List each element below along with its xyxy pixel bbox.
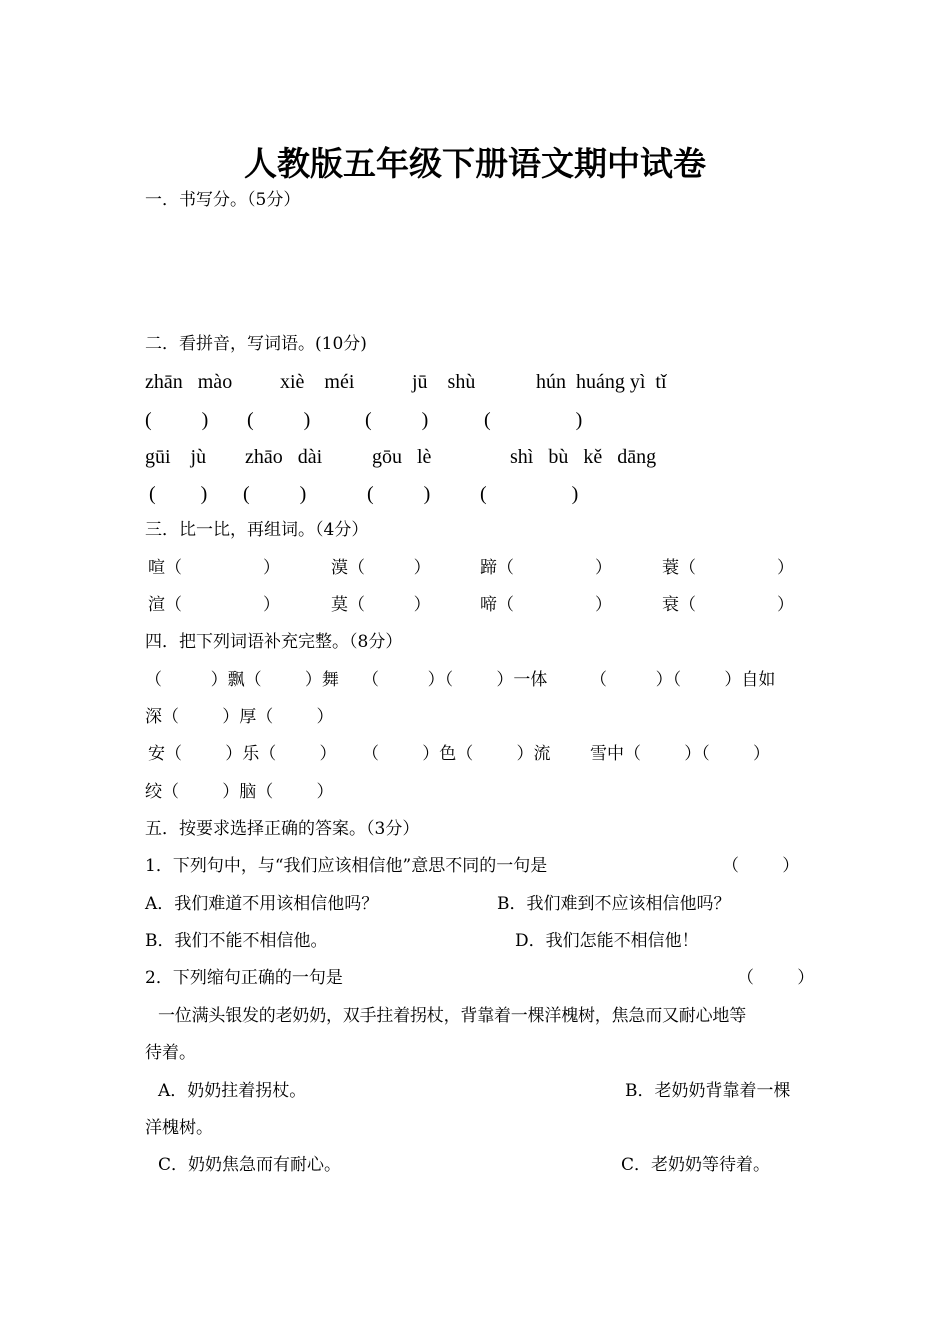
pinyin-7: gōu lè bbox=[372, 446, 432, 468]
option-b: B．我们难到不应该相信他吗？ bbox=[497, 894, 731, 914]
compare-item: 啼（ ） bbox=[480, 595, 613, 615]
question-1: 1．下列句中，与“我们应该相信他”意思不同的一句是 bbox=[145, 856, 548, 876]
pinyin-2: xiè méi bbox=[280, 371, 355, 393]
compare-item: 漠（ ） bbox=[331, 558, 431, 578]
option-c: C．奶奶焦急而有耐心。 bbox=[158, 1155, 342, 1175]
option-b-cont: 洋槐树。 bbox=[145, 1118, 213, 1138]
compare-item: 衰（ ） bbox=[662, 595, 795, 615]
idiom-item: （ ）飘（ ）舞 bbox=[145, 670, 339, 690]
option-b: B．老奶奶背靠着一棵 bbox=[625, 1081, 791, 1101]
compare-item: 蓑（ ） bbox=[662, 558, 795, 578]
answer-bracket: ( ) bbox=[367, 483, 431, 505]
page-title: 人教版五年级下册语文期中试卷 bbox=[244, 144, 706, 183]
pinyin-5: gūi jù bbox=[145, 446, 207, 468]
answer-bracket: ( ) bbox=[484, 409, 583, 431]
idiom-item: 雪中（ ）（ ） bbox=[590, 744, 770, 764]
question-2: 2．下列缩句正确的一句是 bbox=[145, 968, 343, 988]
question-2-sentence: 一位满头银发的老奶奶，双手拄着拐杖，背靠着一棵洋槐树，焦急而又耐心地等 bbox=[158, 1006, 746, 1026]
idiom-item: （ ）（ ）自如 bbox=[590, 670, 776, 690]
pinyin-3: jū shù bbox=[412, 371, 476, 393]
pinyin-4: hún huáng yì tǐ bbox=[536, 371, 667, 393]
idiom-item: （ ）色（ ）流 bbox=[362, 744, 551, 764]
answer-bracket: ( ) bbox=[365, 409, 429, 431]
section-3-heading: 三．比一比，再组词。（4分） bbox=[145, 520, 369, 540]
pinyin-1: zhān mào bbox=[145, 371, 233, 393]
compare-item: 喧（ ） bbox=[148, 558, 281, 578]
idiom-item: 绞（ ）脑（ ） bbox=[145, 782, 334, 802]
idiom-item: （ ）（ ）一体 bbox=[362, 670, 548, 690]
section-5-heading: 五．按要求选择正确的答案。（3分） bbox=[145, 819, 420, 839]
pinyin-6: zhāo dài bbox=[245, 446, 323, 468]
compare-item: 渲（ ） bbox=[148, 595, 281, 615]
section-2-heading: 二．看拼音，写词语。(10分) bbox=[145, 334, 367, 354]
answer-paren: （ ） bbox=[737, 968, 815, 988]
answer-paren: （ ） bbox=[722, 856, 800, 876]
idiom-item: 安（ ）乐（ ） bbox=[148, 744, 337, 764]
answer-bracket: ( ) bbox=[247, 409, 311, 431]
answer-bracket: ( ) bbox=[149, 483, 208, 505]
option-d: C．老奶奶等待着。 bbox=[621, 1155, 771, 1175]
answer-bracket: ( ) bbox=[480, 483, 579, 505]
section-4-heading: 四．把下列词语补充完整。（8分） bbox=[145, 632, 403, 652]
answer-bracket: ( ) bbox=[243, 483, 307, 505]
option-a: A．奶奶拄着拐杖。 bbox=[158, 1081, 307, 1101]
section-1-heading: 一．书写分。（5分） bbox=[145, 190, 301, 210]
option-d: D．我们怎能不相信他！ bbox=[515, 931, 699, 951]
compare-item: 莫（ ） bbox=[331, 595, 431, 615]
idiom-item: 深（ ）厚（ ） bbox=[145, 707, 334, 727]
pinyin-8: shì bù kě dāng bbox=[510, 446, 657, 468]
option-a: A．我们难道不用该相信他吗？ bbox=[145, 894, 379, 914]
option-c: B．我们不能不相信他。 bbox=[145, 931, 328, 951]
question-2-sentence-cont: 待着。 bbox=[145, 1043, 196, 1063]
compare-item: 蹄（ ） bbox=[480, 558, 613, 578]
answer-bracket: ( ) bbox=[145, 409, 209, 431]
